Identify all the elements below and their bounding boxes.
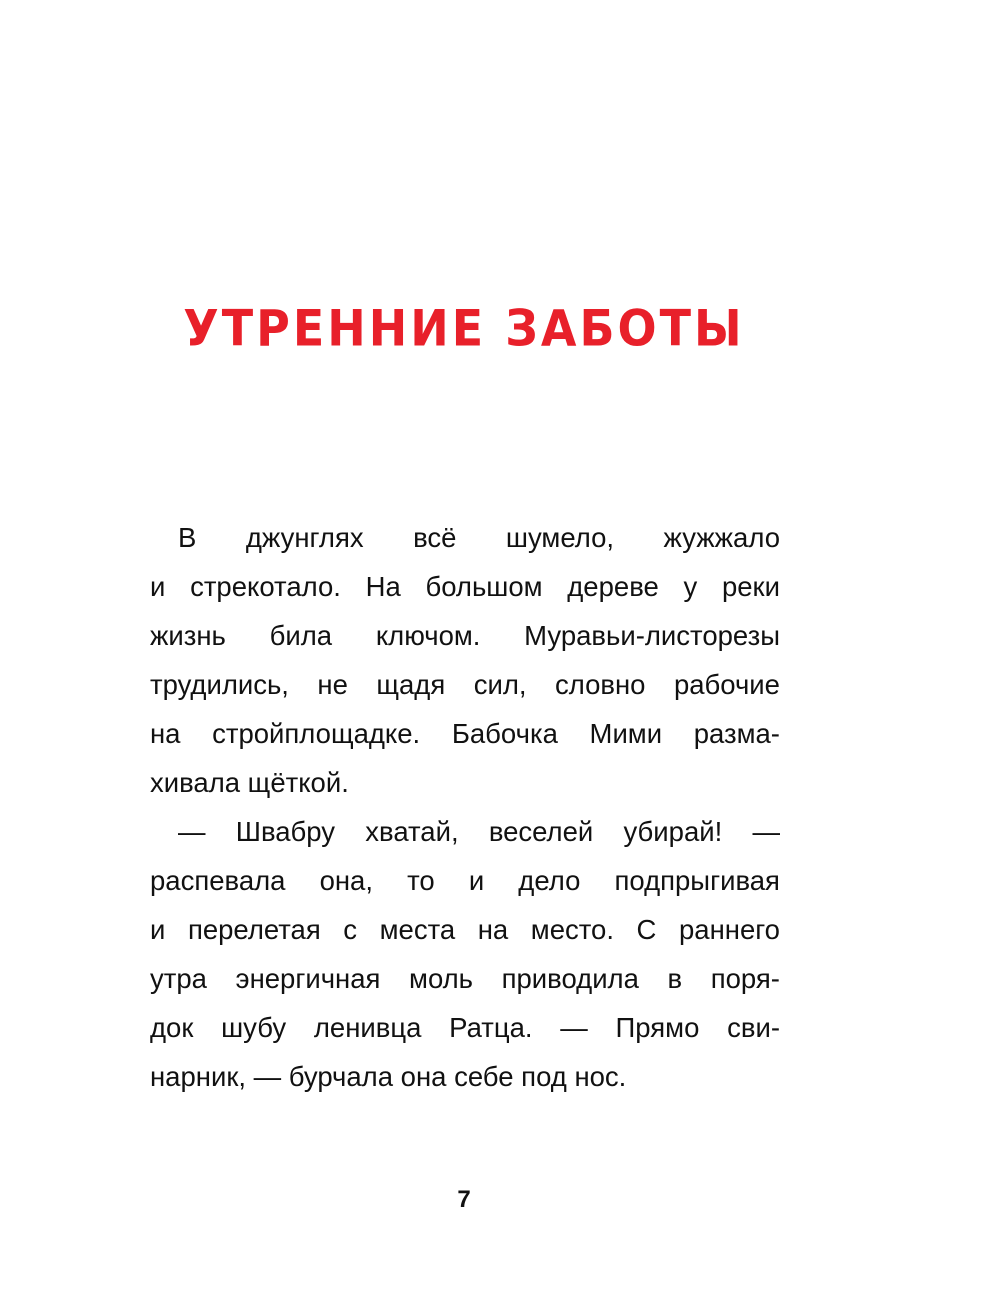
word: подпрыгивая [614, 865, 780, 896]
paragraph-1-line-2 [150, 562, 780, 611]
word: сил, [473, 669, 527, 700]
word: и [150, 914, 166, 945]
body-text [150, 513, 780, 1101]
word: — [752, 816, 780, 847]
word: Мими [589, 718, 663, 749]
word: Прямо [615, 1012, 700, 1043]
word: Ратца. [449, 1012, 533, 1043]
chapter-title: УТРЕННИЕ ЗАБОТЫ [183, 299, 745, 358]
word: жужжало [663, 522, 780, 553]
word: В [178, 522, 197, 553]
word: большом [425, 571, 543, 602]
word: хивала щёткой. [150, 767, 349, 798]
word: — [560, 1012, 588, 1043]
word: док [150, 1012, 194, 1043]
paragraph-1-line-5 [150, 709, 780, 758]
paragraph-2-line-1 [150, 807, 780, 856]
word: место. [530, 914, 614, 945]
word: ключом. [375, 620, 481, 651]
word: убирай! [623, 816, 723, 847]
word: дело [518, 865, 581, 896]
paragraph-2-line-2 [150, 856, 780, 905]
word: реки [721, 571, 780, 602]
word: джунглях [245, 522, 364, 553]
word: жизнь [150, 620, 226, 651]
word: всё [413, 522, 457, 553]
paragraph-2-line-3 [150, 905, 780, 954]
word: на [150, 718, 181, 749]
word: с [343, 914, 358, 945]
word: На [365, 571, 401, 602]
paragraph-1-line-3 [150, 611, 780, 660]
word: Муравьи-листорезы [524, 620, 780, 651]
word: и [468, 865, 485, 896]
paragraph-2-line-6 [150, 1052, 780, 1101]
word: моль [409, 963, 474, 994]
paragraph-1-line-4 [150, 660, 780, 709]
word: в [667, 963, 683, 994]
paragraph-2-line-4 [150, 954, 780, 1003]
word: словно [554, 669, 646, 700]
word: утра [150, 963, 207, 994]
word: места [379, 914, 456, 945]
word: щадя [376, 669, 446, 700]
paragraph-1-line-6 [150, 758, 780, 807]
word: нарник, — бурчала она себе под нос. [150, 1061, 627, 1092]
word: перелетая [187, 914, 321, 945]
word: трудились, [150, 669, 289, 700]
word: рабочие [673, 669, 780, 700]
word: не [317, 669, 348, 700]
word: раннего [679, 914, 780, 945]
word: — [178, 816, 206, 847]
word: веселей [488, 816, 594, 847]
word: на [477, 914, 509, 945]
word: энергичная [235, 963, 381, 994]
page-number: 7 [457, 1186, 471, 1213]
word: Швабру [235, 816, 336, 847]
paragraph-1-line-1 [150, 513, 780, 562]
word: и [150, 571, 166, 602]
word: у [683, 571, 698, 602]
word: сви- [727, 1012, 780, 1043]
word: стройплощадке. [212, 718, 421, 749]
word: распевала [150, 865, 286, 896]
word: хватай, [365, 816, 459, 847]
paragraph-2-line-5 [150, 1003, 780, 1052]
word: дереве [567, 571, 659, 602]
word: ленивца [313, 1012, 422, 1043]
word: С [636, 914, 657, 945]
word: шумело, [505, 522, 615, 553]
word: шубу [221, 1012, 287, 1043]
word: Бабочка [451, 718, 558, 749]
word: приводила [501, 963, 639, 994]
word: то [407, 865, 435, 896]
word: поря- [710, 963, 780, 994]
word: разма- [693, 718, 780, 749]
word: била [269, 620, 333, 651]
word: стрекотало. [190, 571, 341, 602]
word: она, [319, 865, 373, 896]
